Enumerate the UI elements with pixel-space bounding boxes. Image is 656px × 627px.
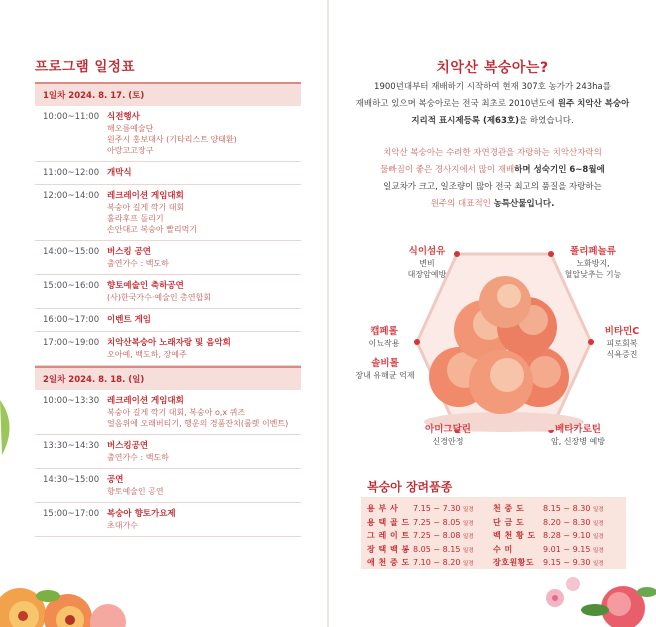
variety-period-text: 9.01 ~ 9.15	[543, 544, 591, 554]
variety-name	[367, 544, 413, 558]
day-header: 1일차 2024. 8. 17. (토)	[35, 82, 301, 106]
leaf-decoration	[0, 400, 18, 460]
schedule-event: 버스킹공연	[107, 441, 149, 451]
nutrient-amygdalin	[413, 424, 483, 447]
nutrient-effect: 이뇨작용	[368, 339, 400, 348]
schedule-time: 10:00~11:00	[43, 112, 100, 122]
nutrient-name: 폴리페놀류	[570, 246, 616, 257]
nutrient-vitamin-c	[591, 326, 653, 360]
variety-name	[493, 517, 543, 531]
schedule-row	[35, 162, 301, 185]
schedule-row	[35, 185, 301, 241]
nutrient-effect: 피로회복	[606, 339, 638, 348]
schedule-detail: 복숭아 길게 깍기 대회, 복숭아 o,x 퀴즈	[107, 408, 246, 417]
variety-name-text: 수 미	[493, 544, 513, 554]
schedule-row	[35, 435, 301, 469]
variety-name	[493, 544, 543, 558]
schedule-content	[107, 280, 301, 303]
nutrient-polyphenol	[551, 246, 635, 280]
schedule-detail: 오아예, 백도하, 장예주	[107, 350, 187, 359]
intro-text: 재배하고 있으며 복숭아로는 전국 최초로 2010년도에	[355, 99, 558, 109]
variety-name	[367, 517, 413, 531]
schedule-content	[107, 246, 301, 269]
schedule-content	[107, 508, 301, 531]
intro-line	[329, 96, 656, 113]
schedule-content	[107, 337, 301, 360]
desc-text: 원주의 대표적인	[430, 199, 494, 209]
schedule-time: 15:00~16:00	[43, 281, 100, 291]
variety-period-text: 7.25 ~ 8.08	[413, 531, 461, 540]
schedule-detail: 향토예술인 공연	[107, 487, 164, 496]
period-suffix: 일경	[462, 547, 474, 554]
schedule-row	[35, 390, 301, 435]
about-title: 치악산 복숭아는?	[436, 60, 549, 76]
desc-bold: 농특산물	[493, 199, 527, 209]
nutrient-effect: 노화방지,	[576, 259, 610, 268]
schedule-time: 14:00~15:00	[43, 247, 100, 257]
variety-period-text: 7.10 ~ 8.20	[413, 558, 461, 567]
desc-line: 치악산 복숭아는 수려한 자연경관을 자랑하는 치악산자락의	[383, 148, 602, 158]
schedule-time: 16:00~17:00	[43, 315, 100, 325]
intro-bold: 지리적 표시제등록 (제63호)	[411, 116, 519, 126]
variety-name-text: 애 천 중 도	[367, 558, 410, 567]
schedule-detail: 손안대고 복숭아 빨리먹기	[107, 225, 198, 234]
schedule-row	[35, 309, 301, 332]
schedule-event: 레크레이션 게임대회	[107, 191, 184, 201]
variety-name-text: 백 천 황 도	[493, 531, 536, 540]
schedule-table	[35, 82, 301, 537]
variety-period	[543, 517, 620, 531]
schedule-row	[35, 332, 301, 366]
nutrient-name: 비타민C	[604, 326, 640, 337]
intro-line	[329, 113, 656, 130]
intro-bold: 원주 치악산 복숭아	[557, 99, 630, 109]
schedule-detail: 출연가수 : 백도하	[107, 259, 169, 268]
day-header: 2일차 2024. 8. 18. (일)	[35, 366, 301, 390]
desc-line: 일교차가 크고, 일조량이 많아 전국 최고의 품질을 자랑하는	[383, 182, 602, 192]
schedule-title: 프로그램 일정표	[35, 59, 135, 75]
schedule-content	[107, 167, 301, 179]
schedule-content	[107, 190, 301, 235]
variety-period-text: 9.15 ~ 9.30	[543, 558, 591, 567]
variety-name-text: 장호원황도	[493, 558, 535, 567]
schedule-time: 10:00~13:30	[43, 396, 100, 406]
variety-name	[367, 503, 413, 517]
schedule-detail: (사)한국가수·예술인 총연합회	[107, 293, 212, 302]
variety-period-text: 8.05 ~ 8.15	[413, 544, 461, 554]
desc-line	[329, 196, 656, 213]
schedule-detail: 원주시 홍보대사 (기타리스트 양태환)	[107, 135, 237, 144]
variety-name-text: 그 레 이 트	[367, 531, 410, 540]
variety-period	[413, 557, 493, 571]
variety-name	[367, 557, 413, 571]
variety-period-text: 8.15 ~ 8.30	[543, 504, 591, 513]
nutrient-name: 솔비톨	[371, 358, 399, 369]
variety-period	[543, 544, 620, 558]
nutrient-effect: 변비	[419, 259, 435, 268]
schedule-row	[35, 503, 301, 537]
schedule-time: 13:30~14:30	[43, 441, 100, 451]
schedule-content	[107, 111, 301, 156]
variety-period	[413, 544, 493, 558]
variety-period-text: 8.20 ~ 8.30	[543, 517, 591, 527]
schedule-event: 복숭아 향토가요제	[107, 509, 176, 519]
desc-line	[329, 162, 656, 179]
variety-period-text: 8.28 ~ 9.10	[543, 531, 591, 540]
varieties-table	[361, 497, 626, 569]
nutrient-name: 식이섬유	[408, 246, 446, 257]
nutrient-effect: 신경안정	[432, 437, 464, 446]
variety-period-text: 7.25 ~ 8.05	[413, 517, 461, 527]
schedule-detail: 해오름예술단	[107, 124, 154, 133]
variety-name-text: 용 부 사	[367, 504, 399, 513]
period-suffix: 일경	[592, 547, 604, 554]
nutrient-effect: 대장암예방	[407, 270, 447, 279]
variety-period	[543, 503, 620, 517]
nutrient-effect: 장내 유해균 억제	[355, 371, 415, 380]
schedule-row	[35, 469, 301, 503]
schedule-time: 15:00~17:00	[43, 509, 100, 519]
description-paragraph	[329, 145, 656, 213]
schedule-content	[107, 474, 301, 497]
period-suffix: 일경	[462, 534, 474, 540]
schedule-content	[107, 314, 301, 326]
schedule-time: 14:30~15:00	[43, 475, 100, 485]
schedule-event: 향토예술인 축하공연	[107, 281, 184, 291]
about-peach-page	[329, 0, 656, 627]
variety-name	[367, 530, 413, 544]
schedule-detail: 초대가수	[107, 521, 138, 530]
schedule-row	[35, 241, 301, 275]
variety-period	[413, 503, 493, 517]
variety-name-text: 단 금 도	[493, 517, 525, 527]
nutrient-beta-carotene	[543, 424, 613, 447]
nutrient-dietary-fiber	[389, 246, 465, 280]
schedule-detail: 훌라후프 돌리기	[107, 214, 164, 223]
nutrition-diagram	[329, 232, 656, 462]
schedule-event: 공연	[107, 475, 124, 485]
variety-period	[413, 517, 493, 531]
schedule-event: 개막식	[107, 168, 132, 178]
variety-period	[543, 530, 620, 544]
nutrient-effect: 암, 신장병 예방	[551, 437, 605, 446]
period-suffix: 일경	[462, 561, 474, 567]
intro-paragraph	[329, 79, 656, 130]
variety-row	[367, 517, 620, 531]
variety-row	[367, 544, 620, 558]
variety-name	[493, 530, 543, 544]
desc-bold: 입니다.	[526, 199, 555, 209]
schedule-row	[35, 275, 301, 309]
nutrient-name: 캡페롤	[370, 326, 398, 337]
peach-illustration-left	[0, 578, 130, 627]
nutrient-effect: 혈압낮추는 기능	[564, 270, 622, 279]
desc-bold: 하며 성숙기인 6~8월에	[514, 165, 605, 175]
nutrient-kaempferol	[359, 326, 409, 349]
schedule-row	[35, 106, 301, 162]
variety-name-text: 용 택 골 드	[367, 517, 410, 527]
variety-name-text: 천 중 도	[493, 504, 525, 513]
variety-row	[367, 503, 620, 517]
variety-period-text: 7.15 ~ 7.30	[413, 504, 461, 513]
schedule-time: 11:00~12:00	[43, 168, 100, 178]
schedule-time: 17:00~19:00	[43, 338, 100, 348]
peach-flower-illustration	[525, 562, 656, 627]
nutrient-sorbitol	[347, 358, 423, 381]
variety-period	[413, 530, 493, 544]
period-suffix: 일경	[592, 561, 604, 567]
intro-line: 1900년대부터 재배하기 시작하여 현재 307호 농가가 243ha를	[374, 82, 611, 92]
schedule-event: 레크레이션 게임대회	[107, 396, 184, 406]
period-suffix: 일경	[462, 520, 474, 527]
intro-text: 을 하였습니다.	[518, 116, 574, 126]
schedule-event: 이벤트 게임	[107, 315, 152, 325]
schedule-detail: 복숭아 길게 깍기 대회	[107, 203, 185, 212]
period-suffix: 일경	[592, 507, 604, 513]
period-suffix: 일경	[592, 520, 604, 527]
schedule-event: 치악산복숭아 노래자랑 및 음악회	[107, 338, 231, 348]
schedule-event: 버스킹 공연	[107, 247, 152, 257]
period-suffix: 일경	[592, 534, 604, 540]
variety-name	[493, 503, 543, 517]
period-suffix: 일경	[462, 507, 474, 513]
recommended-varieties-title: 복숭아 장려품종	[367, 480, 453, 494]
schedule-content	[107, 395, 301, 429]
schedule-detail: 아랑고고장구	[107, 146, 154, 155]
variety-name-text: 장 택 백 봉	[367, 544, 410, 554]
schedule-time: 12:00~14:00	[43, 191, 100, 201]
schedule-detail: 출연가수 : 백도하	[107, 453, 169, 462]
schedule-event: 식전행사	[107, 112, 140, 122]
nutrient-name: 아미그달린	[425, 424, 471, 435]
nutrient-name: 베타카로틴	[555, 424, 601, 435]
desc-text: 물빠짐이 좋은 경사지에서 많이 재배	[380, 165, 515, 175]
schedule-content	[107, 440, 301, 463]
nutrient-effect: 식욕증진	[606, 350, 638, 359]
variety-row	[367, 530, 620, 544]
schedule-detail: 얼음위에 오래버티기, 행운의 경품잔치(룰렛 이벤트)	[107, 419, 289, 428]
